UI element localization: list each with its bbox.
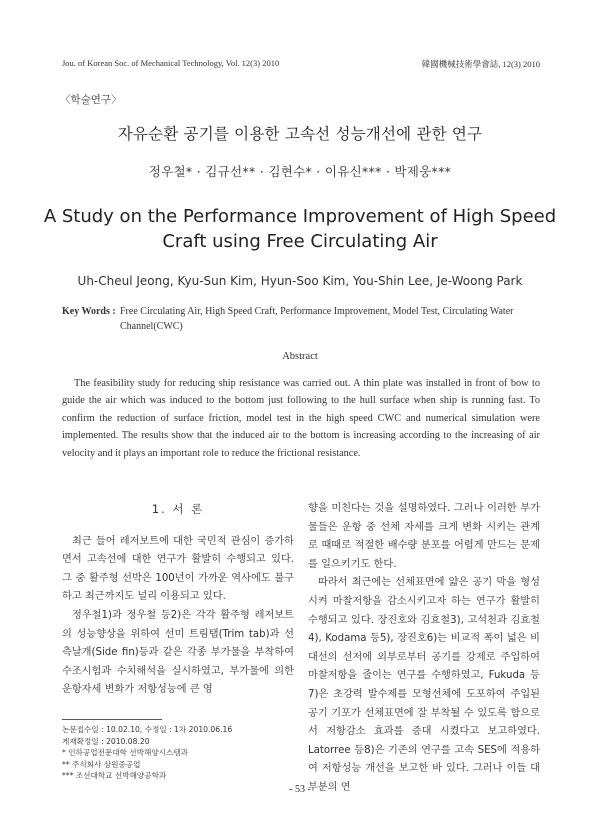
intro-paragraph-3: 향을 미친다는 것을 설명하였다. 그러나 이러한 부가물들은 운항 중 선체 자세를 크게 변화 시키는 관계로 때때로 적절한 배수량 분포를 어렵게 만드는 문제를 일으키기도 한다.	[308, 503, 540, 570]
footnotes	[62, 724, 302, 782]
footnote-accepted: 게재확정일 : 2010.08.20	[62, 736, 150, 746]
keywords-label: Key Words :	[62, 306, 116, 317]
article-category: 〈학술연구〉	[60, 94, 122, 106]
left-column	[62, 500, 294, 700]
english-title	[0, 204, 600, 254]
english-authors: Uh-Cheul Jeong, Kyu-Sun Kim, Hyun-Soo Kim, You-Shin Lee, Je-Woong Park	[77, 274, 523, 288]
intro-paragraph-2: 정우철1)과 정우철 등2)은 각각 활주형 레저보트의 성능향상을 위하여 선미 트림탭(Trim tab)과 선측날개(Side fin)등과 같은 각종 부가물을 부착하여 수조시험과 수치해석을 실시하였고, 부가물에 의한 운항자세 변화가 저항성능에 큰 영	[62, 609, 294, 696]
abstract-title: Abstract	[282, 351, 318, 362]
page-number: - 53 -	[289, 784, 311, 795]
footnote-affiliation-3: *** 조선대학교 선박해양공학과	[62, 771, 167, 780]
keywords	[62, 304, 542, 334]
section-title: 1. 서 론	[151, 502, 205, 516]
abstract-text: The feasibility study for reducing ship resistance was carried out. A thin plate was installed in front of bow to guide the air which was induced to the bottom just following to the hull surface when ship is running fast. To confirm the reduction of surface friction, model test in the high speed CWC and numerical simulation were implemented. The results show that the induced air to the bottom is increasing according to the increasing of air velocity and it plays an important role to reduce the frictional resistance.	[62, 378, 540, 459]
footnote-affiliation-1: * 인하공업전문대학 선박해양시스템과	[62, 748, 188, 757]
intro-paragraph-1: 최근 들어 레저보트에 대한 국민적 관심이 증가하면서 고속선에 대한 연구가 활발히 수행되고 있다. 그 중 활주형 선박은 100년이 가까운 역사에도 불구하고 최근까지도 널리 이용되고 있다.	[62, 535, 294, 603]
intro-paragraph-4: 따라서 최근에는 선체표면에 얇은 공기 막을 형성시켜 마찰저항을 감소시키고자 하는 연구가 활발히 수행되고 있다. 장진호와 김효철3), 고석천과 김효철4), Kodama 등5), 장진호6)는 비교적 폭이 넓은 비대선의 선저에 외부로부터 공기를 강제로 주입하여 마찰저항을 줄이는 연구를 수행하였고, Fukuda 등7)은 초강력 발수제를 모형선체에 도포하여 주입된 공기 기포가 선체표면에 잘 부착될 수 있도록 함으로서 저항감소 효과를 증대 시켰다고 보고하였다. Latorree 등8)은 기존의 연구를 고속 SES에 적용하여 저항성능 개선을 보고한 바 있다. 그러나 이들 대부분의 연	[308, 577, 540, 793]
keywords-text: Free Circulating Air, High Speed Craft, Performance Improvement, Model Test, Circulating Water Channel(CWC)	[120, 306, 514, 332]
korean-title: 자유순환 공기를 이용한 고속선 성능개선에 관한 연구	[117, 125, 483, 143]
korean-authors: 정우철* · 김규선** · 김현수* · 이유신*** · 박제웅***	[148, 164, 452, 179]
journal-header-right: 韓國機械技術學會誌, 12(3) 2010	[421, 59, 540, 69]
english-title-line-2: Craft using Free Circulating Air	[162, 231, 438, 252]
english-title-line-1: A Study on the Performance Improvement of High Speed	[43, 206, 557, 227]
footnote-affiliation-2: ** 주식회사 삼원중공업	[62, 759, 141, 769]
footnote-received: 논문접수일 : 10.02.10, 수정일 : 1차 2010.06.16	[62, 725, 233, 734]
journal-header-left: Jou. of Korean Soc. of Mechanical Technology, Vol. 12(3) 2010	[62, 58, 280, 68]
right-column	[308, 500, 540, 798]
footnote-divider	[62, 719, 162, 720]
abstract	[62, 375, 540, 462]
